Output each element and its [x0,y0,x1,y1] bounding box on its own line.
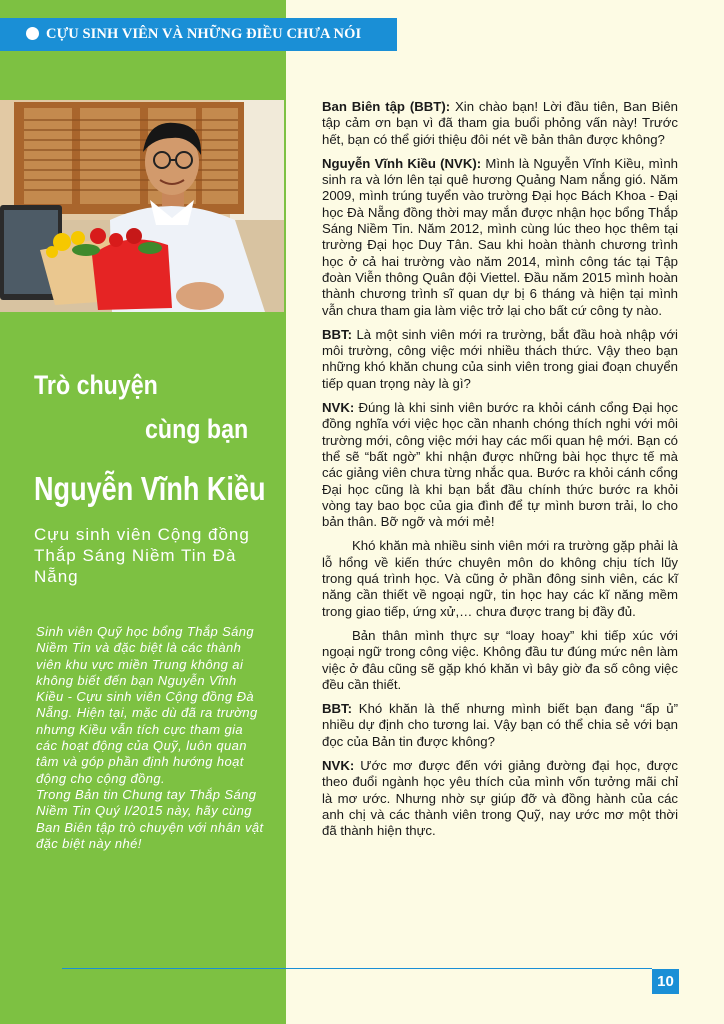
intro-text [36,624,268,852]
paragraph-text: Khó khăn mà nhiều sinh viên mới ra trường gặp phải là lỗ hổng về kiến thức chuyên môn do không chịu tích lũy trong quá trình học. Và cũng ở phần đông sinh viên, các kĩ năng cần thiết về ngoại ngữ, tin học hay các kĩ năng mềm trong giao tiếp, ứng xử,… chưa được trang bị đầy đủ. [322,538,678,619]
paragraph-text: Đúng là khi sinh viên bước ra khỏi cánh cổng Đại học đồng nghĩa với việc học cần nhanh chóng thích nghi với môi trường mới, công việc mới hay các mối quan hệ mới. Bạn có thể sẽ “bất ngờ” khi nhận được những bài học thực tế mà các giảng viên chưa từng nhắc qua. Bước ra khỏi cánh cổng Đại học cũng là khi bạn bắt đầu chính thức bước ra khỏi vòng tay bao bọc của gia đình để tự mình bươn trải, lo cho bản thân. Bỡ ngỡ và mới mẻ! [322,400,678,530]
speaker-label: Nguyễn Vĩnh Kiều (NVK): [322,155,482,171]
article-paragraph [322,538,678,619]
subtitle: Cựu sinh viên Cộng đồng Thắp Sáng Niềm Tin Đà Nẵng [34,525,250,586]
paragraph-text: Bản thân mình thực sự “loay hoay” khi tiếp xúc với ngoại ngữ trong công việc. Không đầu tư đúng mức nên làm việc ở đâu cũng sẽ gặp khó khăn vì bây giờ đa số công việc đều cần thiết. [322,627,678,692]
headline-line-2: cùng bạn [145,414,249,444]
article-paragraph [322,327,678,392]
intro-paragraph-2: Trong Bản tin Chung tay Thắp Sáng Niềm Tin Quý I/2015 này, hãy cùng Ban Biên tập trò chuyện với nhân vật đặc biệt này nhé! [36,786,264,851]
page-number: 10 [652,969,679,994]
article-paragraph [322,400,678,530]
article-paragraph [322,758,678,839]
paragraph-text: Khó khăn là thế nhưng mình biết bạn đang “ấp ủ” nhiều dự định cho tương lai. Vậy bạn có thể chia sẻ với bạn đọc của Bản tin được không? [322,701,678,749]
bullet-dot-icon [26,27,39,40]
interview-article [322,99,678,847]
article-paragraph [322,701,678,750]
speaker-label: BBT: [322,701,353,717]
speaker-label: NVK: [322,400,355,416]
paragraph-text: Xin chào bạn! Lời đầu tiên, Ban Biên tập cảm ơn bạn vì đã tham gia buổi phỏng vấn này! Trước hết, bạn có thể giới thiệu đôi nét về bản thân được không? [322,99,678,147]
speaker-label: Ban Biên tập (BBT): [322,99,451,114]
intro-paragraph-1: Sinh viên Quỹ học bổng Thắp Sáng Niềm Tin và đặc biệt là các thành viên khu vực miền Trung không ai không biết đến bạn Nguyễn Vĩnh Kiều - Cựu sinh viên Cộng đồng Đà Nẵng. Hiện tại, mặc dù đã ra trường nhưng Kiều vẫn tích cực tham gia các hoạt động của Quỹ, luôn quan tâm và góp phần định hướng hoạt động cho cộng đồng. [36,624,258,786]
headline-line-1: Trò chuyện [34,370,158,400]
headline-name: Nguyễn Vĩnh Kiều [34,470,266,507]
footer-rule [62,968,652,969]
paragraph-text: Là một sinh viên mới ra trường, bắt đầu hoà nhập với môi trường, công việc mới nhiều thách thức. Vậy theo bạn những khó khăn chung của sinh viên trong giai đoạn chuyển tiếp quan trọng này là gì? [322,326,678,391]
paragraph-text: Mình là Nguyễn Vĩnh Kiều, mình sinh ra và lớn lên tại quê hương Quảng Nam nắng gió. Năm 2009, mình trúng tuyển vào trường Đại học Bách Khoa - Đại học Đà Nẵng đồng thời may mắn được nhận học bổng Thắp Sáng Niềm Tin. Năm 2012, mình cùng lúc theo học thêm tại trường Đại học Duy Tân. Sau khi hoàn thành chương trình học ở cả hai trường vào năm 2014, mình công tác tại Tập đoàn Viễn thông Quân đội Viettel. Đầu năm 2015 mình hoàn thành chương trình sĩ quan dự bị 6 tháng và hiện tại mình vẫn chưa tham gia làm việc trở lại cho bất cứ công ty nào. [322,155,678,318]
speaker-label: BBT: [322,326,353,342]
section-header-label: CỰU SINH VIÊN VÀ NHỮNG ĐIỀU CHƯA NÓI [46,26,362,42]
interviewee-photo [0,100,284,312]
article-paragraph [322,99,678,148]
paragraph-text: Ước mơ được đến với giảng đường đại học, được theo đuổi ngành học yêu thích của mình vốn tưởng mãi chỉ là mơ ước. Nhưng nhờ sự giúp đỡ và đồng hành của các anh chị và các thành viên trong Quỹ, nay ước mơ một thời đã thành hiện thực. [322,757,678,839]
article-paragraph [322,628,678,693]
article-paragraph [322,156,678,319]
speaker-label: NVK: [322,757,355,773]
section-header-bar [0,18,397,51]
